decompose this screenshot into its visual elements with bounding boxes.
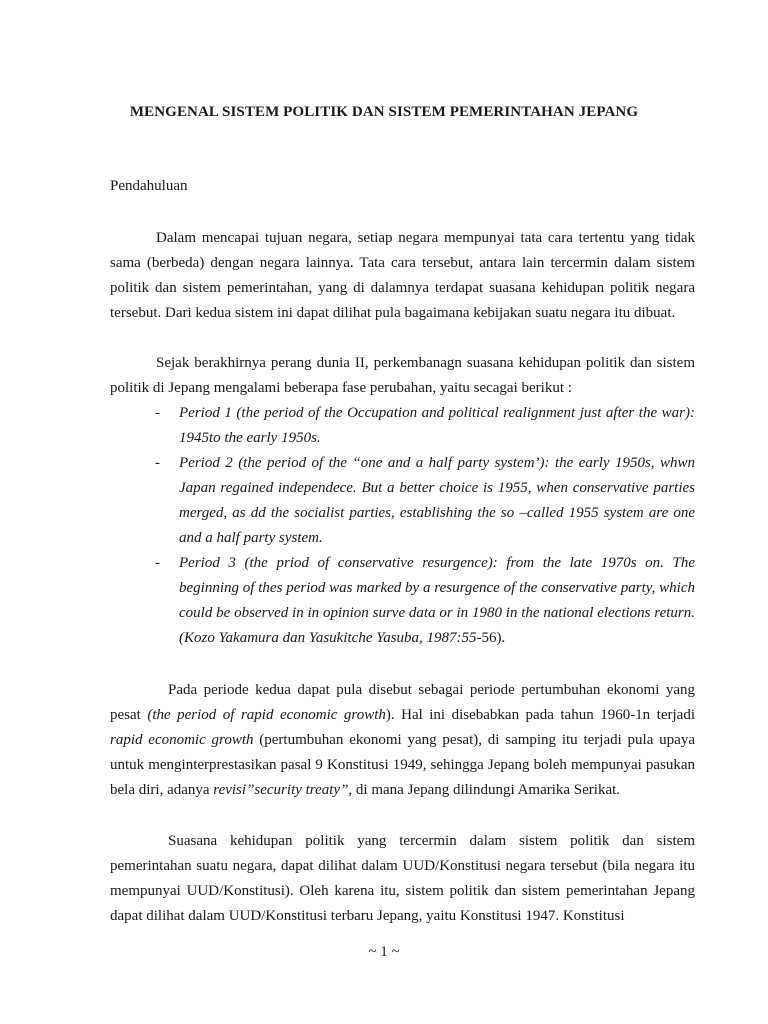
list-item [110, 551, 695, 651]
growth-italic-1: (the period of rapid economic growth [147, 707, 386, 723]
page-number: ~ 1 ~ [368, 944, 400, 960]
growth-text-4: , di mana Jepang dilindungi Amarika Serikat. [348, 782, 621, 798]
growth-italic-3: revisi”security treaty” [213, 782, 349, 798]
growth-text-2: ). Hal ini disebabkan pada tahun 1960-1n terjadi [385, 707, 695, 723]
list-item-text: Period 2 (the period of the “one and a half party system’): the early 1950s, whwn Japan regained independece. But a better choice is 1955, when conservative parties merged, as dd the socialist parties, establishing the so –called 1955 system are one and a half party system. [179, 455, 695, 546]
list-bullet: - [155, 405, 160, 421]
growth-italic-2: rapid economic growth [110, 732, 254, 748]
list-item-tail: 56). [481, 630, 506, 646]
section-heading: Pendahuluan [110, 178, 188, 194]
growth-text-1: Pada periode kedua dapat pula disebut sebagai periode pertumbuhan ekonomi yang pesat [110, 682, 695, 723]
paragraph-growth [110, 678, 695, 803]
list-item [110, 451, 695, 551]
paragraph-phases: Sejak berakhirnya perang dunia II, perkembanagn suasana kehidupan politik dan sistem politik di Jepang mengalami beberapa fase perubahan, yaitu secagai berikut : [110, 355, 695, 396]
list-bullet: - [155, 555, 160, 571]
growth-text-3: (pertumbuhan ekonomi yang pesat), di samping itu terjadi pula upaya untuk menginterprestasikan pasal 9 Konstitusi 1949, sehingga Jepang boleh mempunyai pasukan bela diri, adanya [110, 732, 695, 798]
list-bullet: - [155, 455, 160, 471]
paragraph-constitution: Suasana kehidupan politik yang tercermin dalam sistem politik dan sistem pemerintahan suatu negara, dapat dilihat dalam UUD/Konstitusi negara tersebut (bila negara itu mempunyai UUD/Konstitusi). Oleh karena itu, sistem politik dan sistem pemerintahan Jepang dapat dilihat dalam UUD/Konstitusi terbaru Jepang, yaitu Konstitusi 1947. Konstitusi [110, 833, 695, 924]
paragraph-intro: Dalam mencapai tujuan negara, setiap negara mempunyai tata cara tertentu yang tidak sama (berbeda) dengan negara lainnya. Tata cara tersebut, antara lain tercermin dalam sistem politik dan sistem pemerintahan, yang di dalamnya terdapat suasana kehidupan politik negara tersebut. Dari kedua sistem ini dapat dilihat pula bagaimana kebijakan suatu negara itu dibuat. [110, 230, 695, 321]
list-item-text: Period 1 (the period of the Occupation and political realignment just after the war): 1945to the early 1950s. [179, 405, 695, 446]
document-title: MENGENAL SISTEM POLITIK DAN SISTEM PEMERINTAHAN JEPANG [129, 104, 639, 120]
list-item-text: Period 3 (the priod of conservative resurgence): from the late 1970s on. The beginning of thes period was marked by a resurgence of the conservative party, which could be observed in in opinion surve data or in 1980 in the national elections return. (Kozo Yakamura dan Yasukitche Yasuba, 1987:55- [179, 555, 695, 646]
list-item [110, 401, 695, 451]
period-list [110, 401, 695, 651]
